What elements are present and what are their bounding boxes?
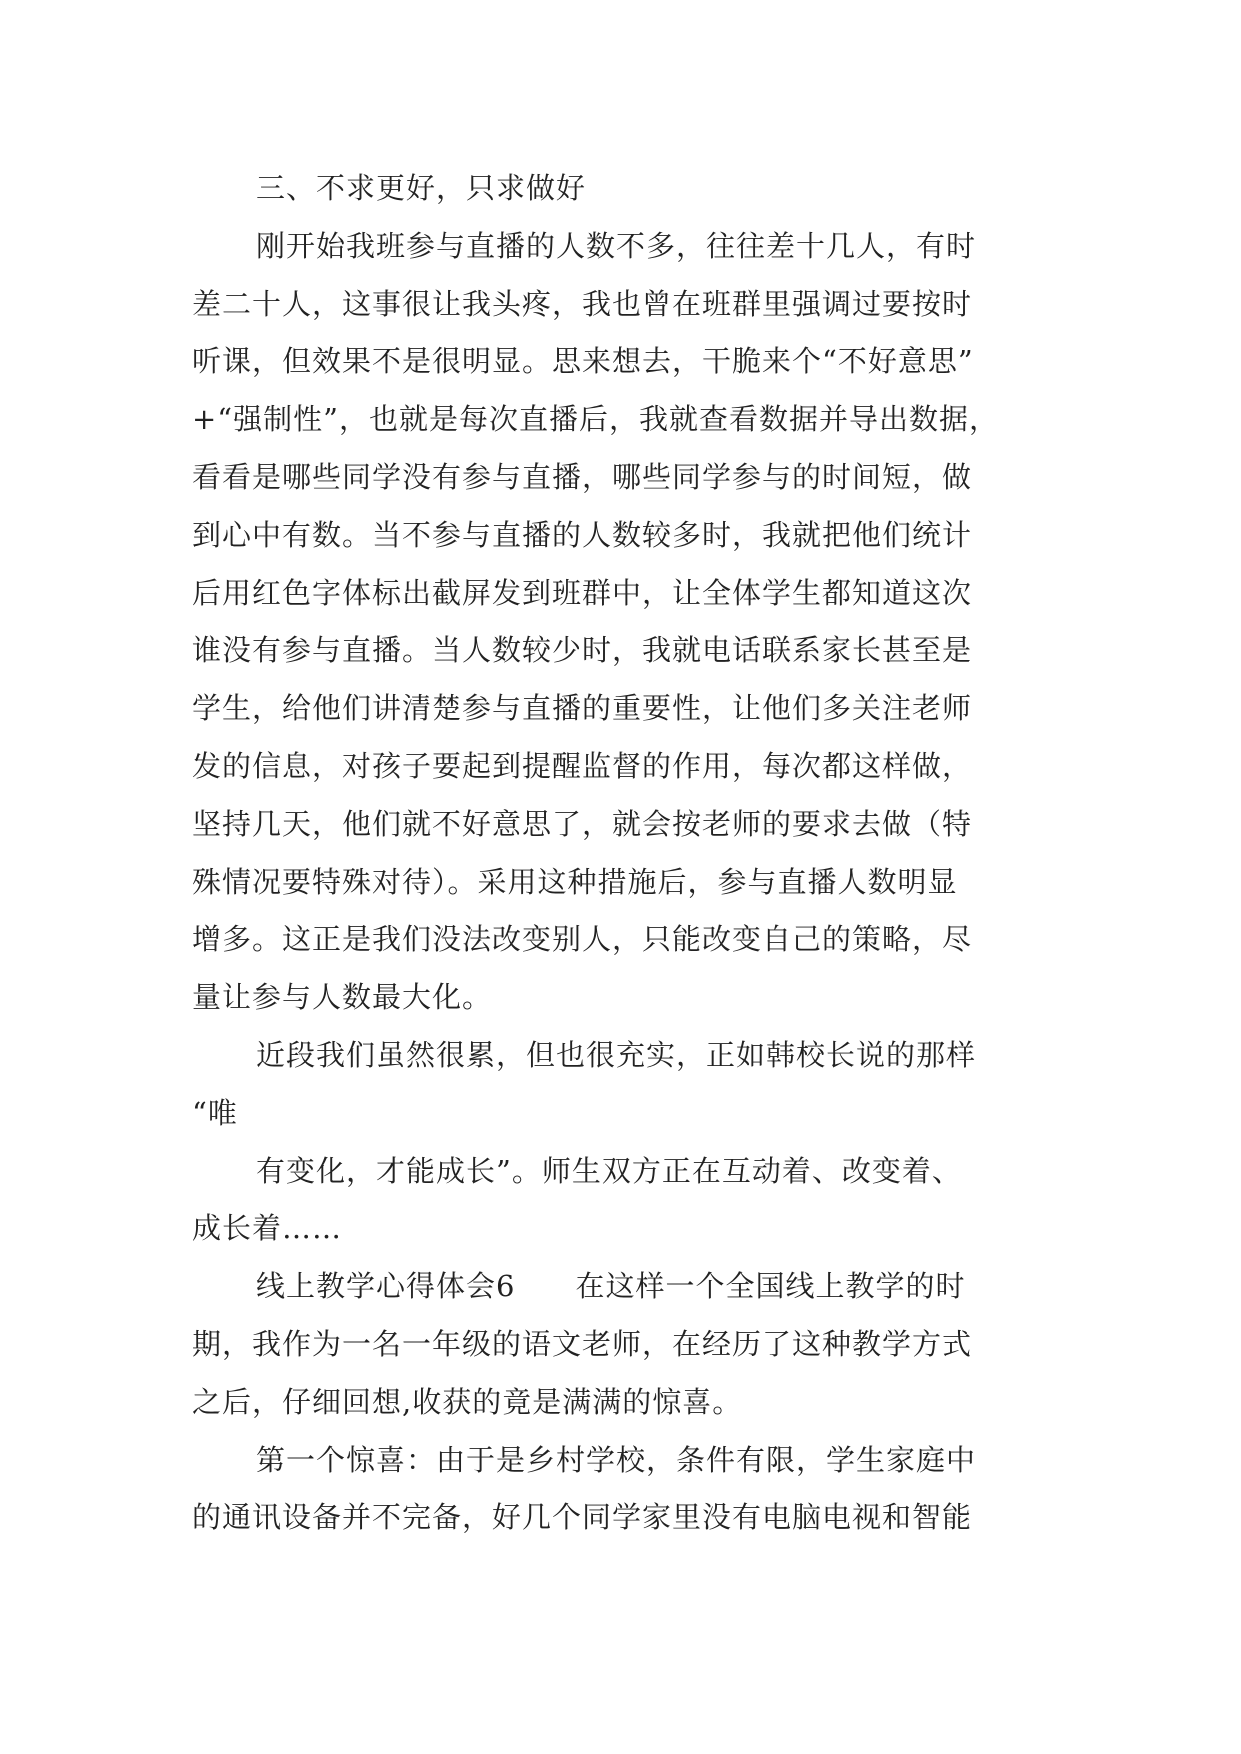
text-line: 三、不求更好，只求做好 [256,171,587,205]
text-line: +“强制性”，也就是每次直播后，我就查看数据并导出数据， [192,402,999,437]
text-line: 刚开始我班参与直播的人数不多，往往差十几人，有时 [256,228,977,263]
text-line: 到心中有数。当不参与直播的人数较多时，我就把他们统计 [192,517,973,552]
text-line: 后用红色字体标出截屏发到班群中，让全体学生都知道这次 [192,575,973,610]
text-line: 发的信息，对孩子要起到提醒监督的作用，每次都这样做， [192,748,973,783]
document-body [192,160,1052,1547]
text-line: 增多。这正是我们没法改变别人，只能改变自己的策略，尽 [192,922,973,957]
text-line: 线上教学心得体会6 在这样一个全国线上教学的时 [256,1269,966,1304]
text-line: 谁没有参与直播。当人数较少时，我就电话联系家长甚至是 [192,633,973,668]
text-line: 之后，仔细回想,收获的竟是满满的惊喜。 [192,1384,743,1419]
text-line: 学生，给他们讲清楚参与直播的重要性，让他们多关注老师 [192,691,973,726]
text-line: 差二十人，这事很让我头疼，我也曾在班群里强调过要按时 [192,286,973,321]
text-line: 听课，但效果不是很明显。思来想去，干脆来个“不好意思” [192,344,974,379]
text-line: 坚持几天，他们就不好意思了，就会按老师的要求去做（特 [192,806,973,841]
text-line: 量让参与人数最大化。 [192,980,493,1015]
text-line: 看看是哪些同学没有参与直播，哪些同学参与的时间短，做 [192,459,973,494]
text-line: 的通讯设备并不完备，好几个同学家里没有电脑电视和智能 [192,1500,973,1535]
text-line: 期，我作为一名一年级的语文老师，在经历了这种教学方式 [192,1326,973,1361]
text-line: 近段我们虽然很累，但也很充实，正如韩校长说的那样 [256,1037,977,1072]
text-line: 殊情况要特殊对待）。采用这种措施后，参与直播人数明显 [192,864,958,899]
text-line: “唯 [192,1095,238,1130]
text-line: 第一个惊喜：由于是乡村学校，条件有限，学生家庭中 [256,1442,977,1477]
text-line: 成长着…… [192,1211,343,1246]
text-line: 有变化，才能成长”。师生双方正在互动着、改变着、 [256,1153,962,1188]
